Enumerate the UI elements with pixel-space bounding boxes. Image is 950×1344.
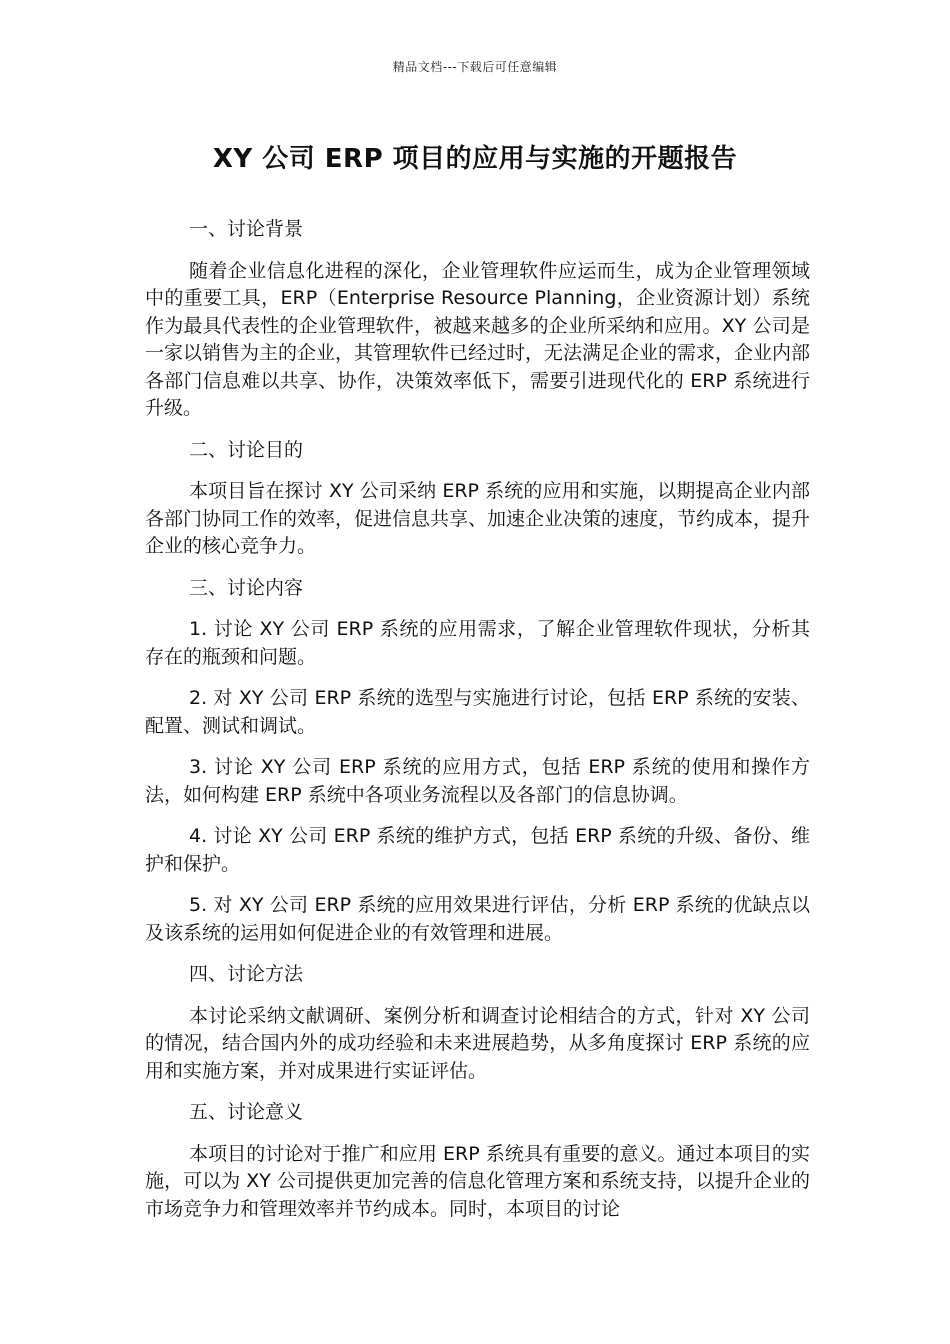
header-watermark: 精品文档---下载后可任意编辑 (392, 60, 558, 74)
paragraph-significance: 本项目的讨论对于推广和应用 ERP 系统具有重要的意义。通过本项目的实施，可以为 XY 公司提供更加完善的信息化管理方案和系统支持，以提升企业的市场竞争力和管理效率并节约成本。同时，本项目的讨论 (145, 1142, 810, 1220)
section-heading-background: 一、讨论背景 (189, 218, 304, 240)
paragraph-purpose: 本项目旨在探讨 XY 公司采纳 ERP 系统的应用和实施，以期提高企业内部各部门协同工作的效率，促进信息共享、加速企业决策的速度，节约成本，提升企业的核心竞争力。 (145, 480, 811, 557)
document-body (145, 216, 810, 1237)
section-heading-purpose: 二、讨论目的 (189, 438, 304, 461)
section-heading-content: 三、讨论内容 (189, 576, 304, 599)
paragraph-method: 本讨论采纳文献调研、案例分析和调查讨论相结合的方式，针对 XY 公司的情况，结合国内外的成功经验和未来进展趋势，从多角度探讨 ERP 系统的应用和实施方案，并对成果进行实证评估。 (145, 1004, 810, 1082)
list-item-content-3: 3. 讨论 XY 公司 ERP 系统的应用方式，包括 ERP 系统的使用和操作方法，如何构建 ERP 系统中各项业务流程以及各部门的信息协调。 (145, 756, 810, 806)
list-item-content-1: 1. 讨论 XY 公司 ERP 系统的应用需求，了解企业管理软件现状，分析其存在的瓶颈和问题。 (145, 618, 810, 668)
list-item-content-4: 4. 讨论 XY 公司 ERP 系统的维护方式，包括 ERP 系统的升级、备份、维护和保护。 (145, 825, 810, 875)
list-item-content-2: 2. 对 XY 公司 ERP 系统的选型与实施进行讨论，包括 ERP 系统的安装、配置、测试和调试。 (145, 687, 810, 737)
section-heading-method: 四、讨论方法 (189, 963, 304, 985)
list-item-content-5: 5. 对 XY 公司 ERP 系统的应用效果进行评估，分析 ERP 系统的优缺点以及该系统的运用如何促进企业的有效管理和进展。 (145, 894, 810, 944)
page-title: XY 公司 ERP 项目的应用与实施的开题报告 (212, 144, 738, 174)
section-heading-significance: 五、讨论意义 (189, 1101, 304, 1123)
paragraph-background: 随着企业信息化进程的深化，企业管理软件应运而生，成为企业管理领域中的重要工具，ERP（Enterprise Resource Planning，企业资源计划）系统作为最具代表性的企业管理软件，被越来越多的企业所采纳和应用。XY 公司是一家以销售为主的企业，其管理软件已经过时，无法满足企业的需求，企业内部各部门信息难以共享、协作，决策效率低下，需要引进现代化的 ERP 系统进行升级。 (145, 259, 811, 419)
